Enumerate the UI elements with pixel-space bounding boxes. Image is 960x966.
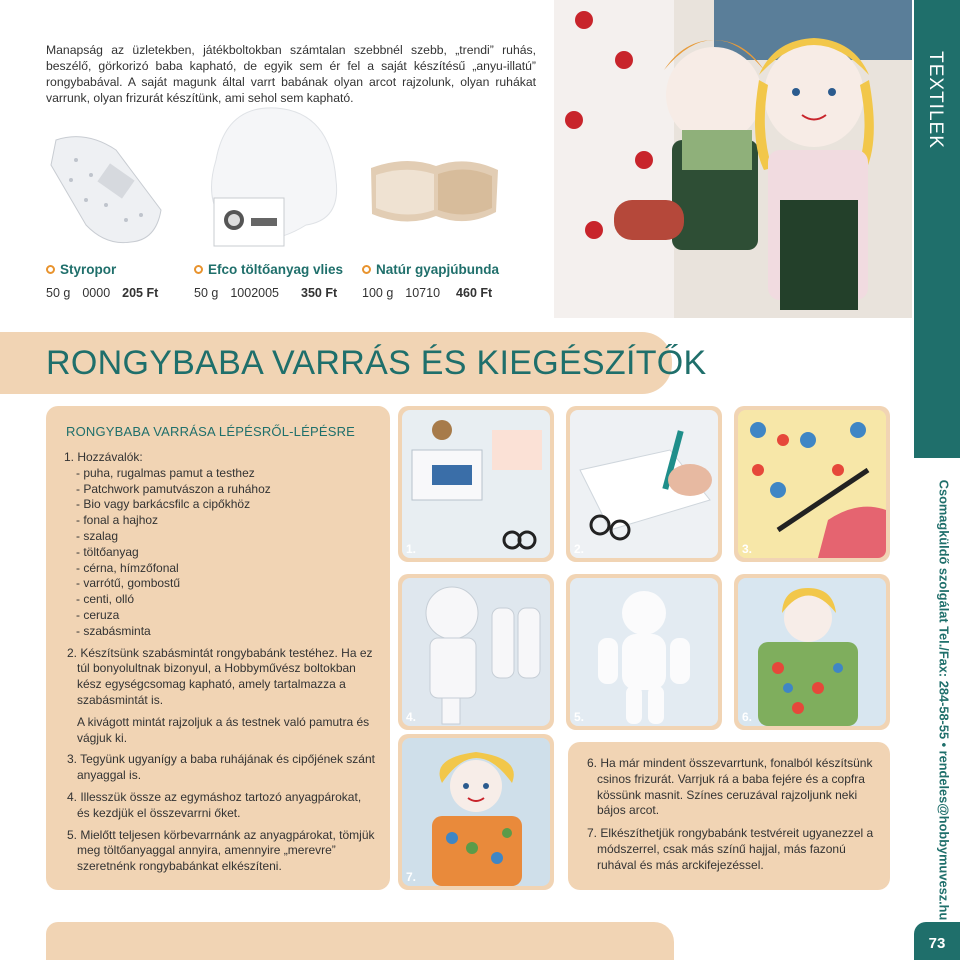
efco-stuffing-image	[196, 100, 344, 252]
category-label	[910, 45, 960, 155]
photo-step-6	[734, 574, 890, 730]
photo-step-4	[398, 574, 554, 730]
step-2-cont: A kivágott mintát rajzoljuk a ás testnek való pamutra és vágjuk ki.	[77, 714, 370, 745]
list-item: - Patchwork pamutvászon a ruhához	[76, 481, 271, 496]
list-item: - ceruza	[76, 607, 120, 622]
product-meta-styropor: 50 g 0000 205 Ft	[46, 286, 159, 300]
step-1: 1. Hozzávalók:	[64, 450, 143, 464]
step-3: 3. Tegyünk ugyanígy a baba ruhájának és cipőjének szánt anyaggal is.	[67, 752, 375, 783]
photo-number: 6.	[742, 710, 753, 724]
list-item: - szabásminta	[76, 623, 151, 638]
steps-panel-right	[568, 742, 890, 890]
footer-band	[46, 922, 674, 960]
list-item: - centi, olló	[76, 592, 135, 607]
photo-number: 3.	[742, 542, 753, 556]
step-5: 5. Mielőtt teljesen körbevarrnánk az anyagpárokat, tömjük meg töltőanyaggal annyira, amennyire „merevre” szeretnénk rongybabánkat elkészíteni.	[67, 827, 375, 874]
step-2: 2. Készítsünk szabásmintát rongybabánk testéhez. Ha ez túl bonyolultnak bizonyul, a Hobbyművész boltokban kész egységcsomag kapható, amely tartalmazza a szabásmintát is.	[67, 645, 373, 707]
photo-number: 4.	[406, 710, 417, 724]
page-title: RONGYBABA VARRÁS ÉS KIEGÉSZÍTŐK	[46, 344, 707, 382]
list-item: - varrótű, gombostű	[76, 576, 181, 591]
list-item: - cérna, hímzőfonal	[76, 560, 179, 575]
photo-number: 5.	[574, 710, 585, 724]
product-name-styropor: Styropor	[46, 262, 116, 277]
bullet-ring-icon	[362, 265, 371, 274]
step-4: 4. Illesszük össze az egymáshoz tartozó anyagpárokat, és kezdjük el összevarrni őket.	[67, 789, 362, 820]
photo-step-2	[566, 406, 722, 562]
photo-number: 1.	[406, 542, 417, 556]
list-item: - szalag	[76, 528, 119, 543]
hero-dolls-photo	[554, 0, 912, 318]
product-name-efco: Efco töltőanyag vlies	[194, 262, 343, 277]
styropor-bag-image	[46, 120, 166, 250]
steps-body-right	[584, 756, 876, 881]
wool-fleece-image	[366, 150, 502, 230]
ingredient-list	[64, 466, 376, 640]
step-7: 7. Elkészíthetjük rongybabánk testvéreit ugyanezzel a módszerrel, csak más színű hajjal, más fazonú ruhával és más arckifejezéssel.	[587, 826, 874, 872]
list-item: - puha, rugalmas pamut a testhez	[76, 465, 255, 480]
bullet-ring-icon	[194, 265, 203, 274]
steps-body	[64, 450, 376, 881]
photo-step-7	[398, 734, 554, 890]
photo-number: 7.	[406, 870, 417, 884]
step-6: 6. Ha már mindent összevarrtunk, fonalból készítsünk csinos frizurát. Varrjuk rá a baba fejére és a copfra kössünk masnit. Színes ceruzával rajzoljunk neki bájos arcot.	[587, 756, 873, 818]
photo-step-1	[398, 406, 554, 562]
product-name-wool: Natúr gyapjúbunda	[362, 262, 499, 277]
product-meta-wool: 100 g 10710 460 Ft	[362, 286, 493, 300]
photo-step-5	[566, 574, 722, 730]
list-item: - fonal a hajhoz	[76, 513, 159, 528]
list-item: - Bio vagy barkácsfilc a cipőkhöz	[76, 497, 251, 512]
photo-number: 2.	[574, 542, 585, 556]
list-item: - töltőanyag	[76, 544, 139, 559]
photo-step-3	[734, 406, 890, 562]
page-number: 73	[914, 922, 960, 960]
contact-info: Csomagküldő szolgálat Tel./Fax: 284-58-55 • rendeles@hobbymuvesz.hu	[936, 479, 952, 921]
bullet-ring-icon	[46, 265, 55, 274]
steps-panel	[46, 406, 390, 890]
steps-heading: RONGYBABA VARRÁSA LÉPÉSRŐL-LÉPÉSRE	[66, 424, 356, 439]
category-text: TEXTILEK	[924, 51, 946, 149]
product-meta-efco: 50 g 1002005 350 Ft	[194, 286, 338, 300]
intro-paragraph: Manapság az üzletekben, játékboltokban számtalan szebbnél szebb, „trendi” ruhás, beszélő, görkorizó baba kapható, de egyik sem ér fel a saját készítésű „anyu-illatú” rongybabával. A saját magunk által varrt babának olyan arcot rajzolunk, olyan ruhákat varrunk, olyan frizurát készítünk, ami sehol sem kapható.	[46, 43, 536, 105]
